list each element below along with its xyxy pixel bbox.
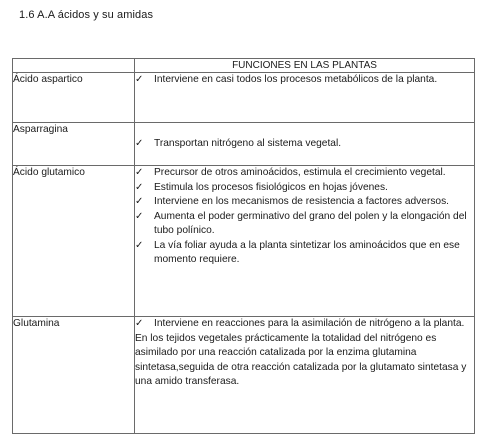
check-mark-icon: ✓ xyxy=(135,318,144,329)
compound-name: Ácido aspartico xyxy=(13,73,135,123)
function-text: Interviene en casi todos los procesos metabólicos de la planta. xyxy=(154,74,438,85)
function-list xyxy=(135,166,474,268)
function-text: Interviene en los mecanismos de resistencia a factores adversos. xyxy=(154,196,450,207)
functions-cell xyxy=(135,123,475,166)
check-mark-icon: ✓ xyxy=(135,74,144,85)
header-empty-cell xyxy=(13,59,135,73)
functions-table xyxy=(12,58,475,434)
check-mark-icon: ✓ xyxy=(135,138,144,149)
table-row xyxy=(13,166,475,317)
functions-cell xyxy=(135,317,475,434)
cell-spacer xyxy=(135,123,474,137)
list-item xyxy=(135,181,474,196)
check-mark-icon: ✓ xyxy=(135,210,144,222)
table-row xyxy=(13,317,475,434)
check-mark-icon: ✓ xyxy=(135,239,144,251)
check-mark-icon: ✓ xyxy=(135,167,144,178)
function-text: Aumenta el poder germinativo del grano del polen y la elongación del tubo polínico. xyxy=(154,210,467,236)
functions-cell xyxy=(135,166,475,317)
list-item xyxy=(135,137,474,152)
list-item xyxy=(135,317,474,332)
function-list xyxy=(135,137,474,152)
table-header-row xyxy=(13,59,475,73)
list-item xyxy=(135,166,474,181)
compound-name: Asparragina xyxy=(13,123,135,166)
function-text: La vía foliar ayuda a la planta sintetizar los aminoácidos que en ese momento requiere. xyxy=(154,239,460,265)
function-list xyxy=(135,73,474,88)
table-row xyxy=(13,73,475,123)
function-text: Precursor de otros aminoácidos, estimula el crecimiento vegetal. xyxy=(154,167,446,178)
table-row xyxy=(13,123,475,166)
list-item xyxy=(135,73,474,88)
table-header: FUNCIONES EN LAS PLANTAS xyxy=(135,59,475,73)
list-item xyxy=(135,195,474,210)
function-list xyxy=(135,317,474,332)
check-mark-icon: ✓ xyxy=(135,196,144,207)
list-item xyxy=(135,210,474,239)
function-text: Transportan nitrógeno al sistema vegetal. xyxy=(154,138,342,149)
function-text: Estimula los procesos fisiológicos en hojas jóvenes. xyxy=(154,181,388,193)
glutamina-note: En los tejidos vegetales prácticamente la totalidad del nitrógeno es asimilado por una reacción catalizada por la enzima glutamina sintetasa,seguida de otra reacción catalizada por la glutamato sintetasa y una amido transferasa. xyxy=(135,332,467,387)
function-text: Interviene en reacciones para la asimilación de nitrógeno a la planta. xyxy=(154,318,465,329)
functions-cell xyxy=(135,73,475,123)
compound-name: Ácido glutamico xyxy=(13,166,135,317)
compound-name: Glutamina xyxy=(13,317,135,434)
check-mark-icon: ✓ xyxy=(135,181,144,193)
section-heading: 1.6 A.A ácidos y su amidas xyxy=(19,9,154,21)
list-item xyxy=(135,239,474,268)
